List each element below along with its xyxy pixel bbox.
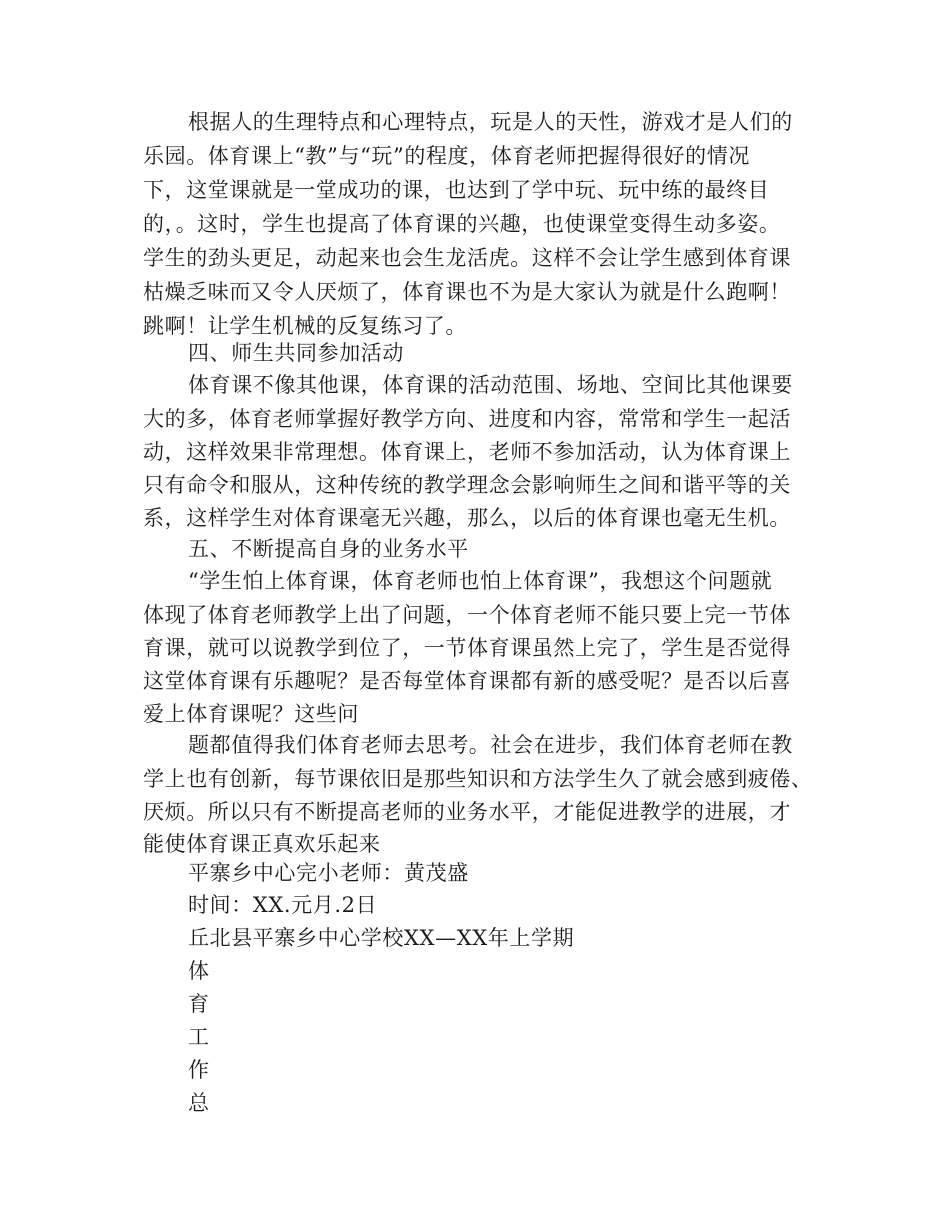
body-text-line: 爱上体育课呢？这些问 xyxy=(143,702,359,726)
vertical-title-char: 工 xyxy=(188,1025,210,1049)
section-heading: 五、不断提高自身的业务水平 xyxy=(188,537,469,561)
body-text-line: 这堂体育课有乐趣呢？是否每堂体育课都有新的感受呢？是否以后喜 xyxy=(143,669,791,693)
body-text-line: 大的多，体育老师掌握好教学方向、进度和内容，常常和学生一起活 xyxy=(143,407,791,431)
vertical-title-char: 总 xyxy=(188,1091,210,1115)
vertical-title-char: 体 xyxy=(188,959,210,983)
body-text-line: 体育课不像其他课，体育课的活动范围、场地、空间比其他课要 xyxy=(188,373,793,397)
section-heading: 四、师生共同参加活动 xyxy=(188,341,404,365)
body-text-line: 学上也有创新，每节课依旧是那些知识和方法学生久了就会感到疲倦、 xyxy=(143,767,813,791)
body-text-line: 下，这堂课就是一堂成功的课，也达到了学中玩、玩中练的最终目 xyxy=(143,178,770,202)
body-text-line: 枯燥乏味而又令人厌烦了，体育课也不为是大家认为就是什么跑啊！ xyxy=(143,280,791,304)
body-text-line: 动，这样效果非常理想。体育课上，老师不参加活动，认为体育课上 xyxy=(143,440,791,464)
date-line: 时间：XX.元月.2日 xyxy=(188,893,378,917)
body-text-line: “学生怕上体育课，体育老师也怕上体育课”，我想这个问题就 xyxy=(188,569,773,593)
body-text-line: 只有命令和服从，这种传统的教学理念会影响师生之间和谐平等的关 xyxy=(143,473,791,497)
body-text-line: 的，。这时，学生也提高了体育课的兴趣，也使课堂变得生动多姿。 xyxy=(143,212,781,236)
school-term-line: 丘北县平寨乡中心学校XX—XX年上学期 xyxy=(188,926,575,950)
body-text-line: 体现了体育老师教学上出了问题，一个体育老师不能只要上完一节体 xyxy=(143,603,791,627)
body-text-line: 系，这样学生对体育课毫无兴趣，那么，以后的体育课也毫无生机。 xyxy=(143,506,791,530)
body-text-line: 乐园。体育课上“教”与“玩”的程度，体育老师把握得很好的情况 xyxy=(143,144,750,168)
body-text-line: 题都值得我们体育老师去思考。社会在进步，我们体育老师在教 xyxy=(188,733,793,757)
vertical-title-char: 作 xyxy=(188,1058,210,1082)
author-line: 平寨乡中心完小老师：黄茂盛 xyxy=(188,861,469,885)
body-text-line: 厌烦。所以只有不断提高老师的业务水平，才能促进教学的进展，才 xyxy=(143,800,791,824)
body-text-line: 根据人的生理特点和心理特点，玩是人的天性，游戏才是人们的 xyxy=(188,110,793,134)
body-text-line: 学生的劲头更足，动起来也会生龙活虎。这样不会让学生感到体育课 xyxy=(143,246,791,270)
body-text-line: 育课，就可以说教学到位了，一节体育课虽然上完了，学生是否觉得 xyxy=(143,636,791,660)
vertical-title-char: 育 xyxy=(188,992,210,1016)
body-text-line: 能使体育课正真欢乐起来 xyxy=(143,832,381,856)
body-text-line: 跳啊！让学生机械的反复练习了。 xyxy=(143,314,467,338)
